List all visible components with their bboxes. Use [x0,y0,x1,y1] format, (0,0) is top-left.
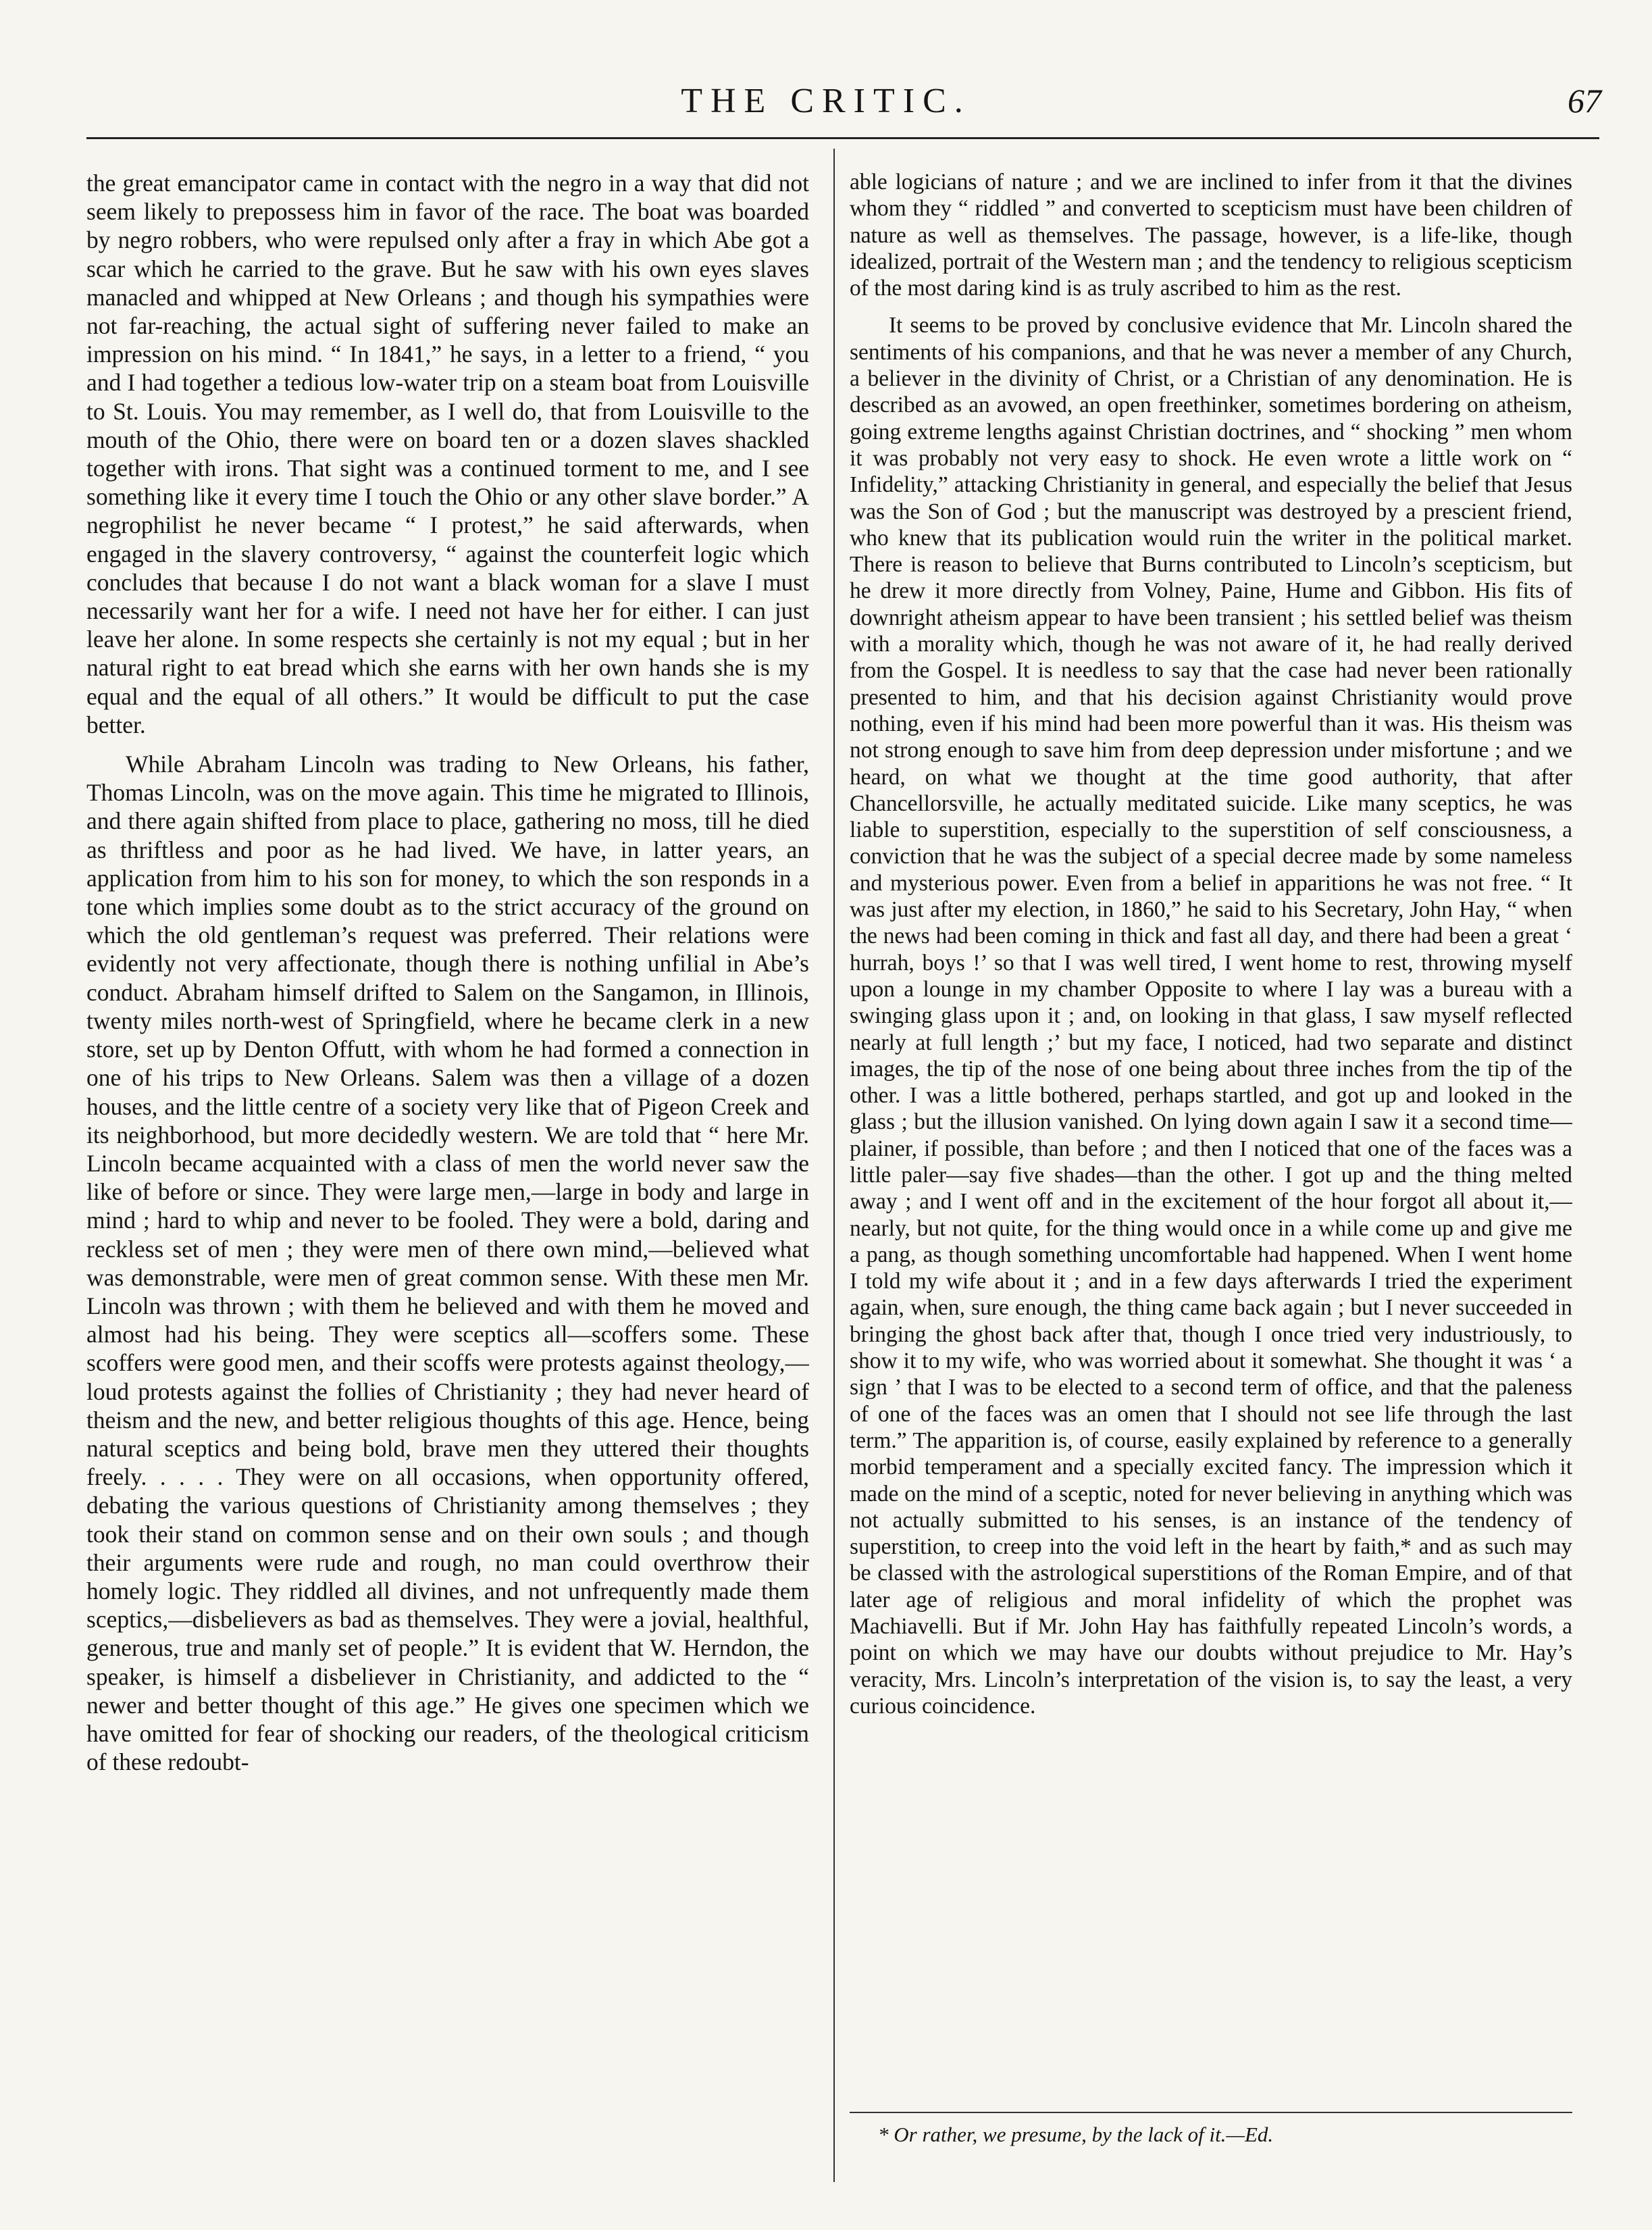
page-number: 67 [1568,82,1601,120]
page-header [0,81,1652,142]
left-paragraph-1: the great emancipator came in contact with the negro in a way that did not seem likely to prepossess him in favor of the race. The boat was boarded by negro robbers, who were repulsed only after a fray in which Abe got a scar which he carried to the grave. But he saw with his own eyes slaves manacled and whipped at New Orleans ; and though his sympathies were not far-reaching, the actual sight of suffering never failed to make an impression on his mind. “ In 1841,” he says, in a letter to a friend, “ you and I had together a tedious low-water trip on a steam boat from Louisville to St. Louis. You may remember, as I well do, that from Louisville to the mouth of the Ohio, there were on board ten or a dozen slaves shackled together with irons. That sight was a continued torment to me, and I see something like it every time I touch the Ohio or any other slave border.” A negrophilist he never became “ I protest,” he said afterwards, when engaged in the slavery controversy, “ against the counterfeit logic which concludes that because I do not want a black woman for a slave I must necessarily want her for a wife. I need not have her for either. I can just leave her alone. In some respects she certainly is not my equal ; but in her natural right to eat bread which she earns with her own hands she is my equal and the equal of all others.” It would be difficult to put the case better. [86,170,809,738]
footnote: * Or rather, we presume, by the lack of it.—Ed. [878,2123,1274,2146]
left-paragraph-2: While Abraham Lincoln was trading to New Orleans, his father, Thomas Lincoln, was on the move again. This time he migrated to Illinois, and there again shifted from place to place, gathering no moss, till he died as thriftless and poor as he had lived. We have, in latter years, an application from him to his son for money, to which the son responds in a tone which implies some doubt as to the strict accuracy of the ground on which the old gentleman’s request was preferred. Their relations were evidently not very affectionate, though there is nothing unfilial in Abe’s conduct. Abraham himself drifted to Salem on the Sangamon, in Illinois, twenty miles north-west of Springfield, where he became clerk in a new store, set up by Denton Offutt, with whom he had formed a connection in one of his trips to New Orleans. Salem was then a village of a dozen houses, and the little centre of a society very like that of Pigeon Creek and its neighborhood, but more decidedly western. We are told that “ here Mr. Lincoln became acquainted with a class of men the world never saw the like of before or since. They were large men,—large in body and large in mind ; hard to whip and never to be fooled. They were a bold, daring and reckless set of men ; they were men of there own mind,—believed what was demonstrable, were men of great common sense. With these men Mr. Lincoln was thrown ; with them he believed and with them he moved and almost had his being. They were sceptics all—scoffers some. These scoffers were good men, and their scoffs were protests against theology,—loud protests against the follies of Christianity ; they had never heard of theism and the new, and better religious thoughts of this age. Hence, being natural sceptics and being bold, brave men they uttered their thoughts freely. . . . . They were on all occasions, when opportunity offered, debating the various questions of Christianity among themselves ; they took their stand on common sense and on their own souls ; and though their arguments were rude and rough, no man could overthrow their homely logic. They riddled all divines, and not unfrequently made them sceptics,—disbelievers as bad as themselves. They were a jovial, healthful, generous, true and manly set of people.” It is evident that W. Herndon, the speaker, is himself a disbeliever in Christianity, and addicted to the “ newer and better thought of this age.” He gives one specimen which we have omitted for fear of shocking our readers, of the theological criticism of these redoubt- [86,751,809,1776]
right-column [850,169,1572,2189]
right-paragraph-2: It seems to be proved by conclusive evidence that Mr. Lincoln shared the sentiments of his companions, and that he was never a member of any Church, a believer in the divinity of Christ, or a Christian of any denomination. He is described as an avowed, an open freethinker, sometimes bordering on atheism, going extreme lengths against Christian doctrines, and “ shocking ” men whom it was probably not very easy to shock. He even wrote a little work on “ Infidelity,” attacking Christianity in general, and especially the belief that Jesus was the Son of God ; but the manuscript was destroyed by a prescient friend, who knew that its publication would ruin the writer in the political market. There is reason to believe that Burns contributed to Lincoln’s scepticism, but he drew it more directly from Volney, Paine, Hume and Gibbon. His fits of downright atheism appear to have been transient ; his settled belief was theism with a morality which, though he was not aware of it, he had really derived from the Gospel. It is needless to say that the case had never been rationally presented to him, and that his decision against Christianity would prove nothing, even if his mind had been more powerful than it was. His theism was not strong enough to save him from deep depression under misfortune ; and we heard, on what we thought at the time good authority, that after Chancellorsville, he actually meditated suicide. Like many sceptics, he was liable to superstition, especially to the superstition of self consciousness, a conviction that he was the subject of a special decree made by some nameless and mysterious power. Even from a belief in apparitions he was not free. “ It was just after my election, in 1860,” he said to his Secretary, John Hay, “ when the news had been coming in thick and fast all day, and there had been a great ‘ hurrah, boys !’ so that I was well tired, I went home to rest, throwing myself upon a lounge in my chamber Opposite to where I lay was a bureau with a swinging glass upon it ; and, on looking in that glass, I saw myself reflected nearly at full length ;’ but my face, I noticed, had two separate and distinct images, the tip of the nose of one being about three inches from the tip of the other. I was a little bothered, perhaps startled, and got up and looked in the glass ; but the illusion vanished. On lying down again I saw it a second time—plainer, if possible, than before ; and then I noticed that one of the faces was a little paler—say five shades—than the other. I got up and the thing melted away ; and I went off and in the excitement of the hour forgot all about it,—nearly, but not quite, for the thing would once in a while come up and give me a pang, as though something uncomfortable had happened. When I went home I told my wife about it ; and in a few days afterwards I tried the experiment again, when, sure enough, the thing came back again ; but I never succeeded in bringing the ghost back after that, though I once tried very industriously, to show it to my wife, who was worried about it somewhat. She thought it was ‘ a sign ’ that I was to be elected to a second term of office, and that the paleness of one of the faces was an omen that I should not see life through the last term.” The apparition is, of course, easily explained by reference to a generally morbid temperament and a specially excited fancy. The impression which it made on the mind of a sceptic, noted for never believing in anything which was not actually submitted to his senses, is an instance of the tendency of superstition, to creep into the void left in the heart by faith,* and as such may be classed with the astrological superstitions of the Roman Empire, and of that later age of religious and moral infidelity of which the prophet was Machiavelli. But if Mr. John Hay has faithfully repeated Lincoln’s words, a point on which we may have our doubts without prejudice to Mr. Hay’s veracity, Mrs. Lincoln’s interpretation of the vision is, to say the least, a very curious coincidence. [850,313,1572,1719]
right-paragraph-1: able logicians of nature ; and we are inclined to infer from it that the divines whom they “ riddled ” and converted to scepticism must have been children of nature as well as themselves. The passage, however, is a life-like, though idealized, portrait of the Western man ; and the tendency to religious scepticism of the most daring kind is as truly ascribed to him as the rest. [850,170,1572,301]
footnote-rule [850,2112,1572,2113]
magazine-title: THE CRITIC. [681,82,971,120]
column-divider [833,149,835,2182]
left-column [86,169,809,2189]
header-rule [86,137,1599,139]
